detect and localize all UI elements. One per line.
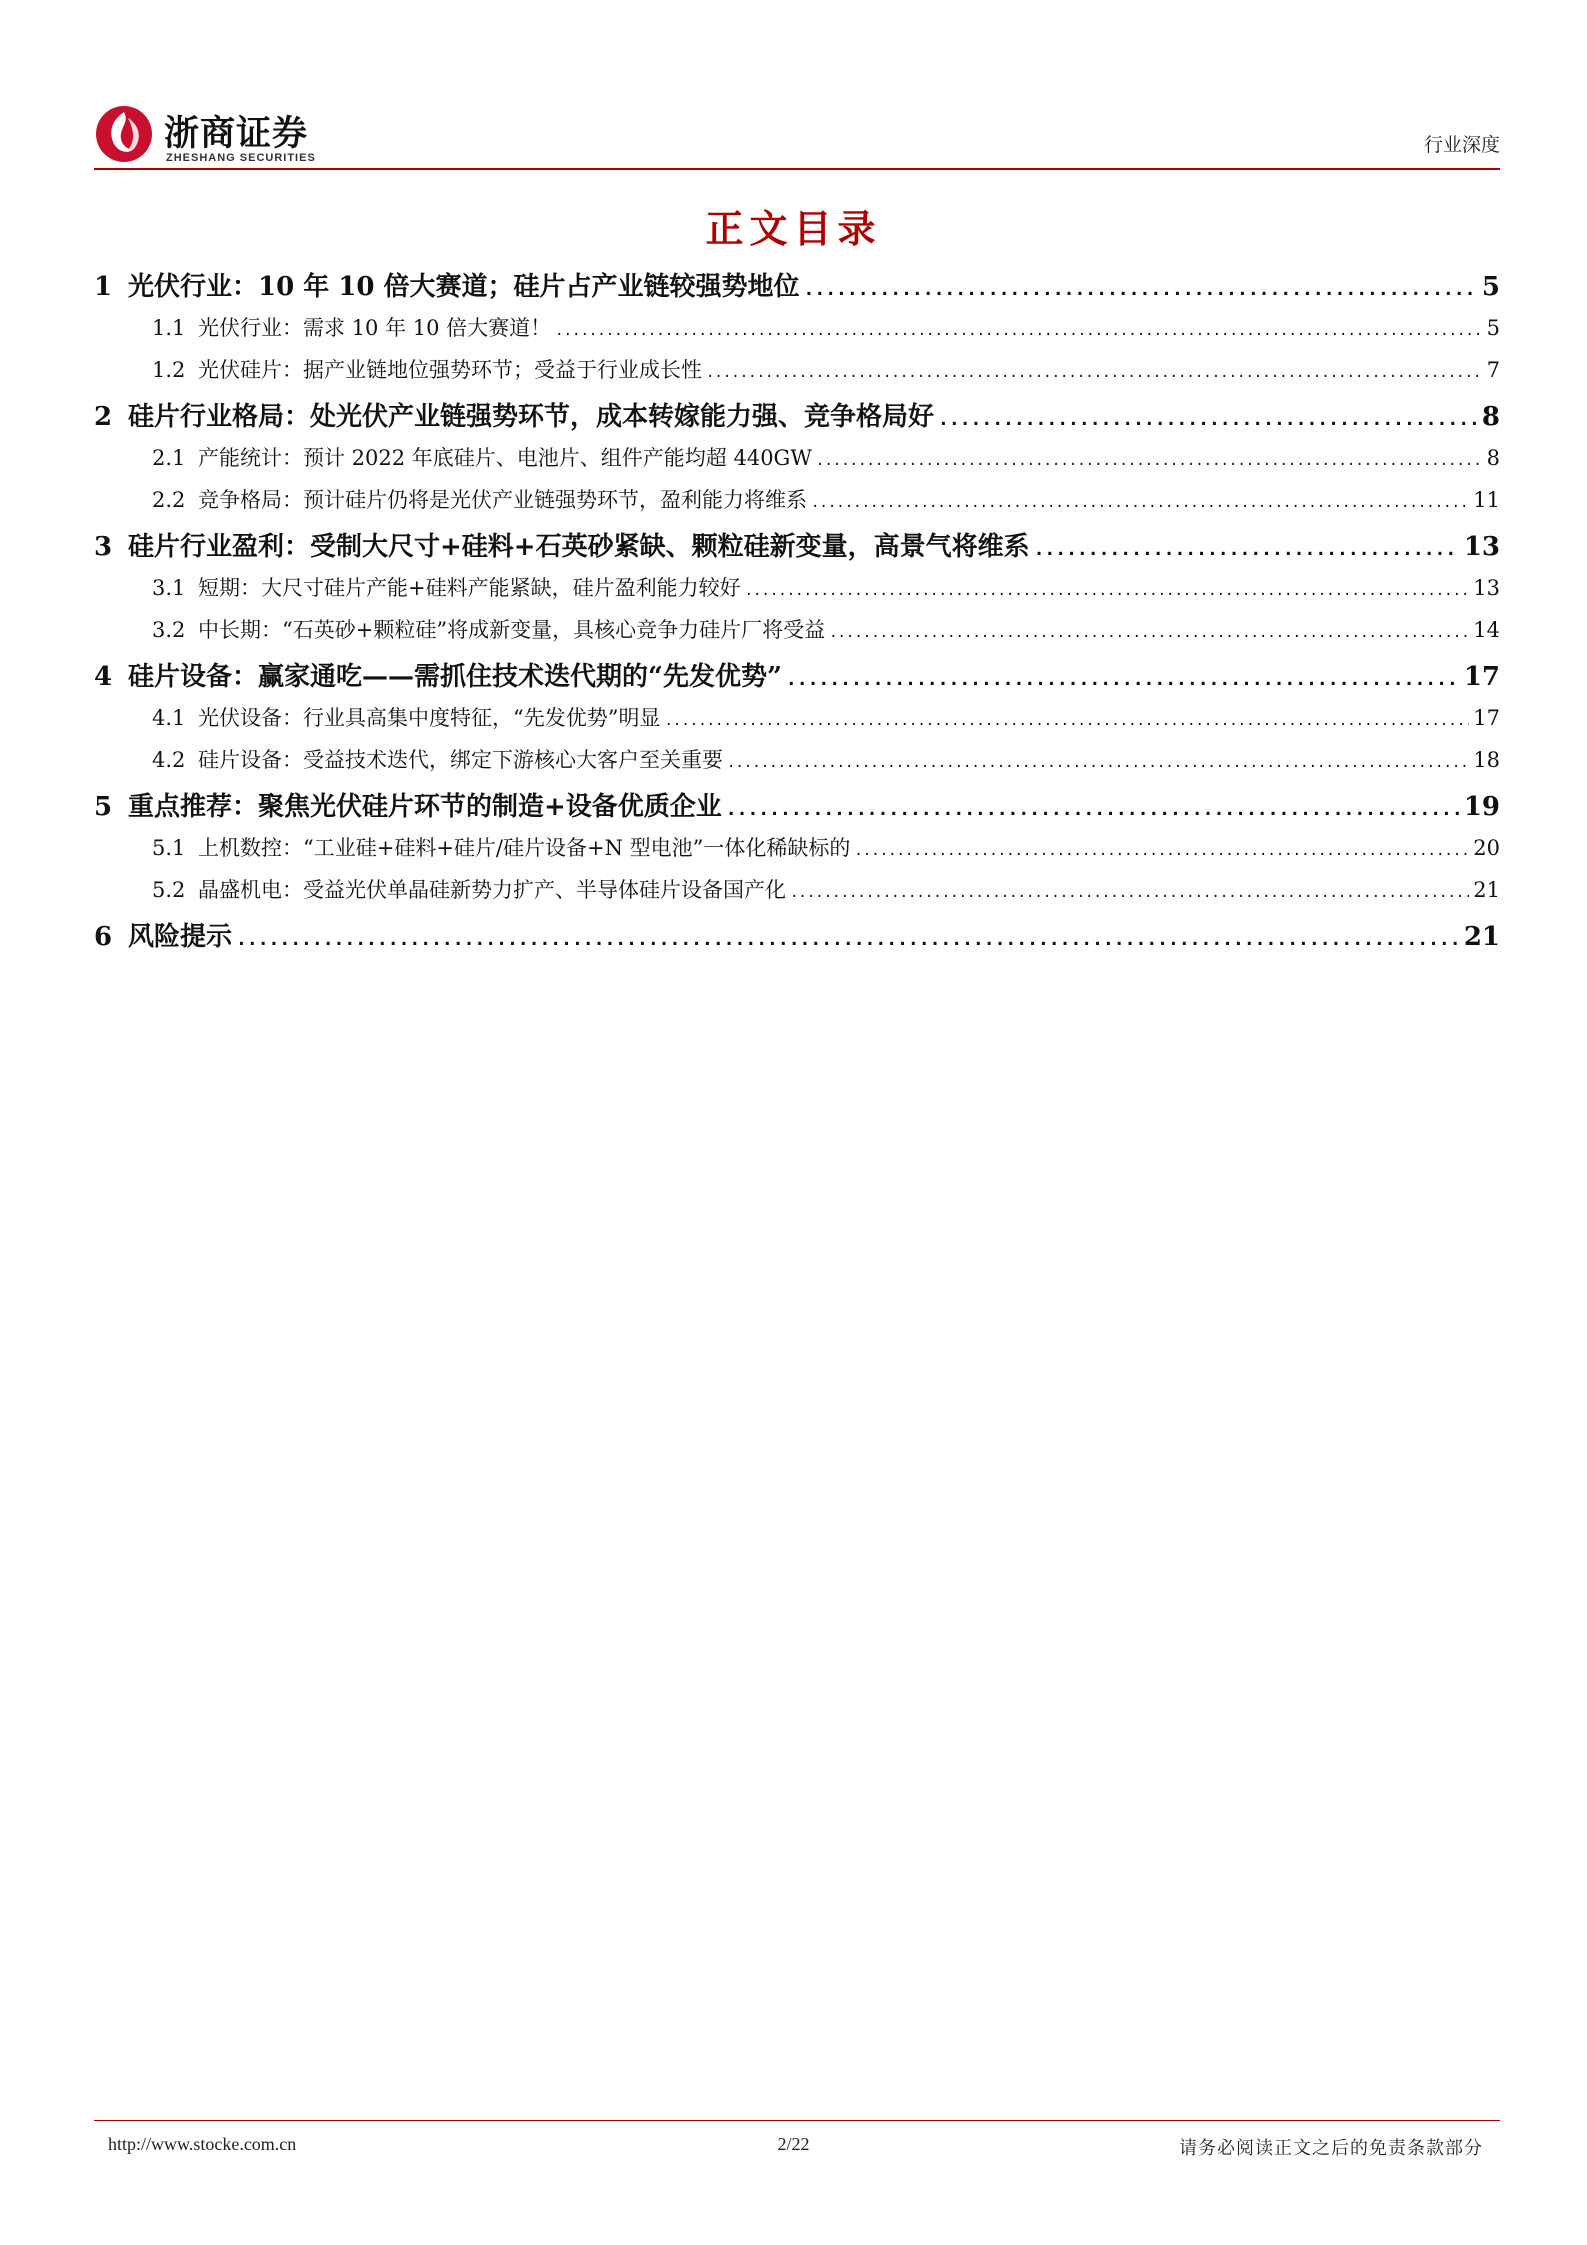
toc-dot-leader [1034, 539, 1460, 560]
toc-entry-number: 4.1 [152, 706, 186, 730]
toc-dot-leader [555, 323, 1482, 339]
toc-entry-title: 风险提示 [128, 922, 233, 952]
toc-entry-number: 2.1 [152, 446, 186, 470]
toc-entry-section[interactable] [94, 354, 1500, 396]
toc-entry-title: 光伏行业：需求 10 年 10 倍大赛道！ [198, 316, 552, 340]
footer-page-indicator: 2/22 [777, 2134, 810, 2154]
toc-entry-section[interactable] [94, 572, 1500, 614]
toc-entry-number: 4.2 [152, 748, 186, 772]
footer-url-link[interactable]: http://www.stocke.com.cn [108, 2134, 297, 2154]
report-type-label: 行业深度 [1423, 134, 1500, 156]
toc-dot-leader [790, 885, 1469, 901]
toc-title: 正文目录 [705, 207, 882, 251]
toc-dot-leader [706, 365, 1483, 381]
toc-entry-number: 1 [94, 272, 113, 302]
toc-entry-page: 5 [1486, 316, 1500, 340]
zheshang-logo-icon [94, 104, 154, 164]
toc-entry-title: 硅片设备：受益技术迭代，绑定下游核心大客户至关重要 [198, 748, 723, 772]
toc-entry-number: 3.1 [152, 576, 186, 600]
toc-entry-section[interactable] [94, 312, 1500, 354]
toc-entry-page: 20 [1473, 836, 1500, 860]
toc-dot-leader [727, 755, 1469, 771]
toc-entry-chapter[interactable] [94, 396, 1500, 442]
toc-entry-number: 5.2 [152, 878, 186, 902]
toc-entry-page: 21 [1463, 922, 1500, 952]
toc-entry-section[interactable] [94, 614, 1500, 656]
toc-entry-section[interactable] [94, 442, 1500, 484]
toc-entry-page: 5 [1481, 272, 1500, 302]
toc-entry-page: 8 [1481, 402, 1500, 432]
toc-entry-page: 7 [1486, 358, 1500, 382]
toc-entry-title: 硅片设备：赢家通吃——需抓住技术迭代期的“先发优势” [128, 662, 782, 692]
toc-entry-page: 14 [1473, 618, 1500, 642]
toc-dot-leader [745, 583, 1470, 599]
toc-entry-title: 中长期：“石英砂+颗粒硅”将成新变量，具核心竞争力硅片厂将受益 [198, 618, 826, 642]
toc-entry-page: 21 [1473, 878, 1500, 902]
toc-entry-page: 17 [1463, 662, 1500, 692]
brand-name-en: ZHESHANG SECURITIES [166, 152, 316, 164]
toc-dot-leader [804, 279, 1478, 300]
page-header [94, 96, 1500, 170]
toc-dot-leader [816, 453, 1483, 469]
toc-dot-leader [236, 929, 1460, 950]
table-of-contents [94, 266, 1500, 962]
toc-entry-number: 2 [94, 402, 113, 432]
toc-entry-page: 11 [1473, 488, 1500, 512]
toc-entry-number: 1.1 [152, 316, 186, 340]
toc-entry-number: 5 [94, 792, 113, 822]
footer-divider [94, 2120, 1500, 2121]
toc-entry-page: 13 [1473, 576, 1500, 600]
toc-entry-page: 17 [1473, 706, 1500, 730]
toc-entry-title: 光伏设备：行业具高集中度特征，“先发优势”明显 [198, 706, 661, 730]
toc-entry-section[interactable] [94, 484, 1500, 526]
toc-dot-leader [664, 713, 1469, 729]
toc-entry-title: 竞争格局：预计硅片仍将是光伏产业链强势环节，盈利能力将维系 [198, 488, 807, 512]
toc-entry-chapter[interactable] [94, 916, 1500, 962]
toc-entry-section[interactable] [94, 832, 1500, 874]
toc-entry-number: 5.1 [152, 836, 186, 860]
toc-entry-title: 光伏行业：10 年 10 倍大赛道；硅片占产业链较强势地位 [128, 272, 800, 302]
toc-entry-number: 3.2 [152, 618, 186, 642]
toc-entry-title: 上机数控：“工业硅+硅料+硅片/硅片设备+N 型电池”一体化稀缺标的 [198, 836, 851, 860]
brand-name-cn: 浙商证券 [164, 114, 309, 154]
toc-entry-page: 19 [1463, 792, 1500, 822]
toc-entry-title: 重点推荐：聚焦光伏硅片环节的制造+设备优质企业 [128, 792, 722, 822]
toc-dot-leader [786, 669, 1460, 690]
toc-entry-chapter[interactable] [94, 266, 1500, 312]
toc-entry-number: 2.2 [152, 488, 186, 512]
toc-entry-chapter[interactable] [94, 526, 1500, 572]
toc-entry-number: 6 [94, 922, 113, 952]
toc-entry-title: 硅片行业格局：处光伏产业链强势环节，成本转嫁能力强、竞争格局好 [128, 402, 935, 432]
toc-entry-title: 光伏硅片：据产业链地位强势环节；受益于行业成长性 [198, 358, 702, 382]
toc-entry-number: 4 [94, 662, 113, 692]
toc-dot-leader [829, 625, 1469, 641]
toc-dot-leader [938, 409, 1478, 430]
footer-disclaimer: 请务必阅读正文之后的免责条款部分 [1179, 2138, 1483, 2159]
header-divider [94, 168, 1500, 170]
toc-entry-number: 3 [94, 532, 113, 562]
toc-entry-section[interactable] [94, 702, 1500, 744]
toc-entry-title: 硅片行业盈利：受制大尺寸+硅料+石英砂紧缺、颗粒硅新变量，高景气将维系 [128, 532, 1030, 562]
toc-entry-chapter[interactable] [94, 786, 1500, 832]
toc-entry-page: 13 [1463, 532, 1500, 562]
toc-entry-chapter[interactable] [94, 656, 1500, 702]
toc-entry-section[interactable] [94, 874, 1500, 916]
toc-entry-title: 晶盛机电：受益光伏单晶硅新势力扩产、半导体硅片设备国产化 [198, 878, 786, 902]
toc-entry-number: 1.2 [152, 358, 186, 382]
toc-entry-page: 8 [1486, 446, 1500, 470]
toc-entry-section[interactable] [94, 744, 1500, 786]
toc-entry-title: 产能统计：预计 2022 年底硅片、电池片、组件产能均超 440GW [198, 446, 812, 470]
toc-entry-page: 18 [1473, 748, 1500, 772]
toc-dot-leader [854, 843, 1469, 859]
toc-entry-title: 短期：大尺寸硅片产能+硅料产能紧缺，硅片盈利能力较好 [198, 576, 741, 600]
toc-dot-leader [811, 495, 1469, 511]
toc-dot-leader [726, 799, 1460, 820]
